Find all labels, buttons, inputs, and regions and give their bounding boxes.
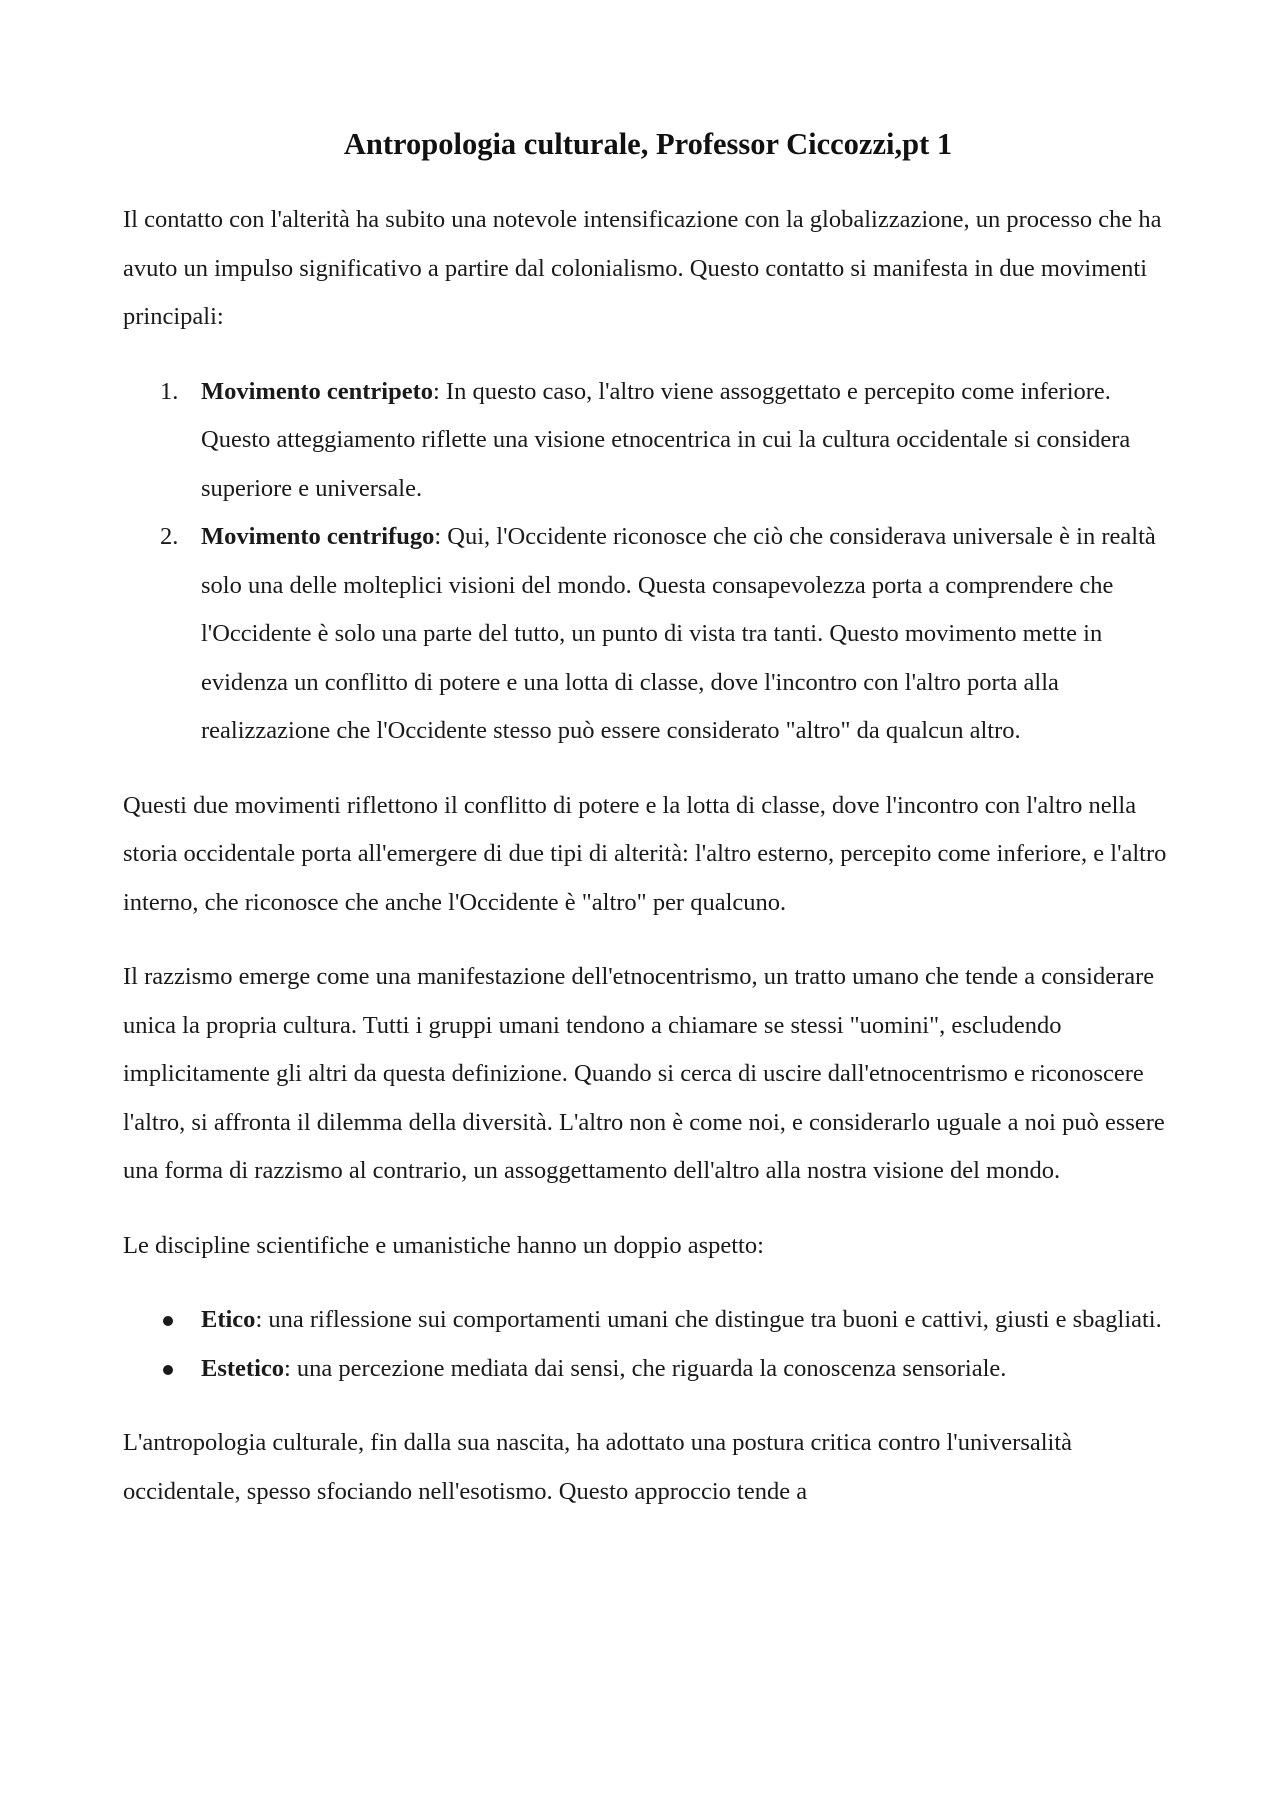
movements-list	[123, 368, 1173, 756]
document-title: Antropologia culturale, Professor Ciccozzi,pt 1	[343, 127, 953, 161]
list-item-text: : Qui, l'Occidente riconosce che ciò che considerava universale è in realtà solo una delle molteplici visioni del mondo. Questa consapevolezza porta a comprendere che l'Occidente è solo una parte del tutto, un punto di vista tra tanti. Questo movimento mette in evidenza un conflitto di potere e una lotta di classe, dove l'incontro con l'altro porta alla realizzazione che l'Occidente stesso può essere considerato "altro" da qualcun altro.	[201, 523, 1156, 744]
bullet-icon	[163, 1316, 173, 1326]
list-number: 1.	[160, 377, 179, 405]
disciplines-paragraph: Le discipline scientifiche e umanistiche hanno un doppio aspetto:	[123, 1231, 764, 1259]
list-item-term: Estetico	[201, 1354, 284, 1382]
list-item-term: Movimento centrifugo	[201, 523, 435, 550]
list-item-text: : In questo caso, l'altro viene assoggettato e percepito come inferiore. Questo atteggiamento riflette una visione etnocentrica in cui la cultura occidentale si considera superiore e universale.	[201, 377, 1131, 502]
racism-paragraph: Il razzismo emerge come una manifestazione dell'etnocentrismo, un tratto umano che tende a considerare unica la propria cultura. Tutti i gruppi umani tendono a chiamare se stessi "uomini", escludendo implicitamente gli altri da questa definizione. Quando si cerca di uscire dall'etnocentrismo e riconoscere l'altro, si affronta il dilemma della diversità. L'altro non è come noi, e considerarlo uguale a noi può essere una forma di razzismo al contrario, un assoggettamento dell'altro alla nostra visione del mondo.	[123, 963, 1165, 1184]
list-item-text: : una percezione mediata dai sensi, che riguarda la conoscenza sensoriale.	[284, 1354, 1007, 1382]
list-item	[123, 1345, 1173, 1394]
list-item	[123, 368, 1173, 514]
bullet-icon	[163, 1365, 173, 1375]
list-item	[123, 513, 1173, 756]
anthropology-paragraph: L'antropologia culturale, fin dalla sua nascita, ha adottato una postura critica contro l'universalità occidentale, spesso sfociando nell'esotismo. Questo approccio tende a	[123, 1429, 1073, 1505]
document-page	[123, 122, 1173, 1516]
intro-paragraph: Il contatto con l'alterità ha subito una notevole intensificazione con la globalizzazione, un processo che ha avuto un impulso significativo a partire dal colonialismo. Questo contatto si manifesta in due movimenti principali:	[123, 206, 1162, 330]
list-number: 2.	[160, 523, 179, 550]
aspects-list	[123, 1296, 1173, 1393]
list-item	[123, 1296, 1173, 1345]
list-item-term: Etico	[201, 1306, 256, 1333]
list-item-term: Movimento centripeto	[201, 377, 433, 405]
list-item-text: : una riflessione sui comportamenti umani che distingue tra buoni e cattivi, giusti e sbagliati.	[255, 1306, 1162, 1333]
conflict-paragraph: Questi due movimenti riflettono il conflitto di potere e la lotta di classe, dove l'incontro con l'altro nella storia occidentale porta all'emergere di due tipi di alterità: l'altro esterno, percepito come inferiore, e l'altro interno, che riconosce che anche l'Occidente è "altro" per qualcuno.	[123, 791, 1167, 916]
